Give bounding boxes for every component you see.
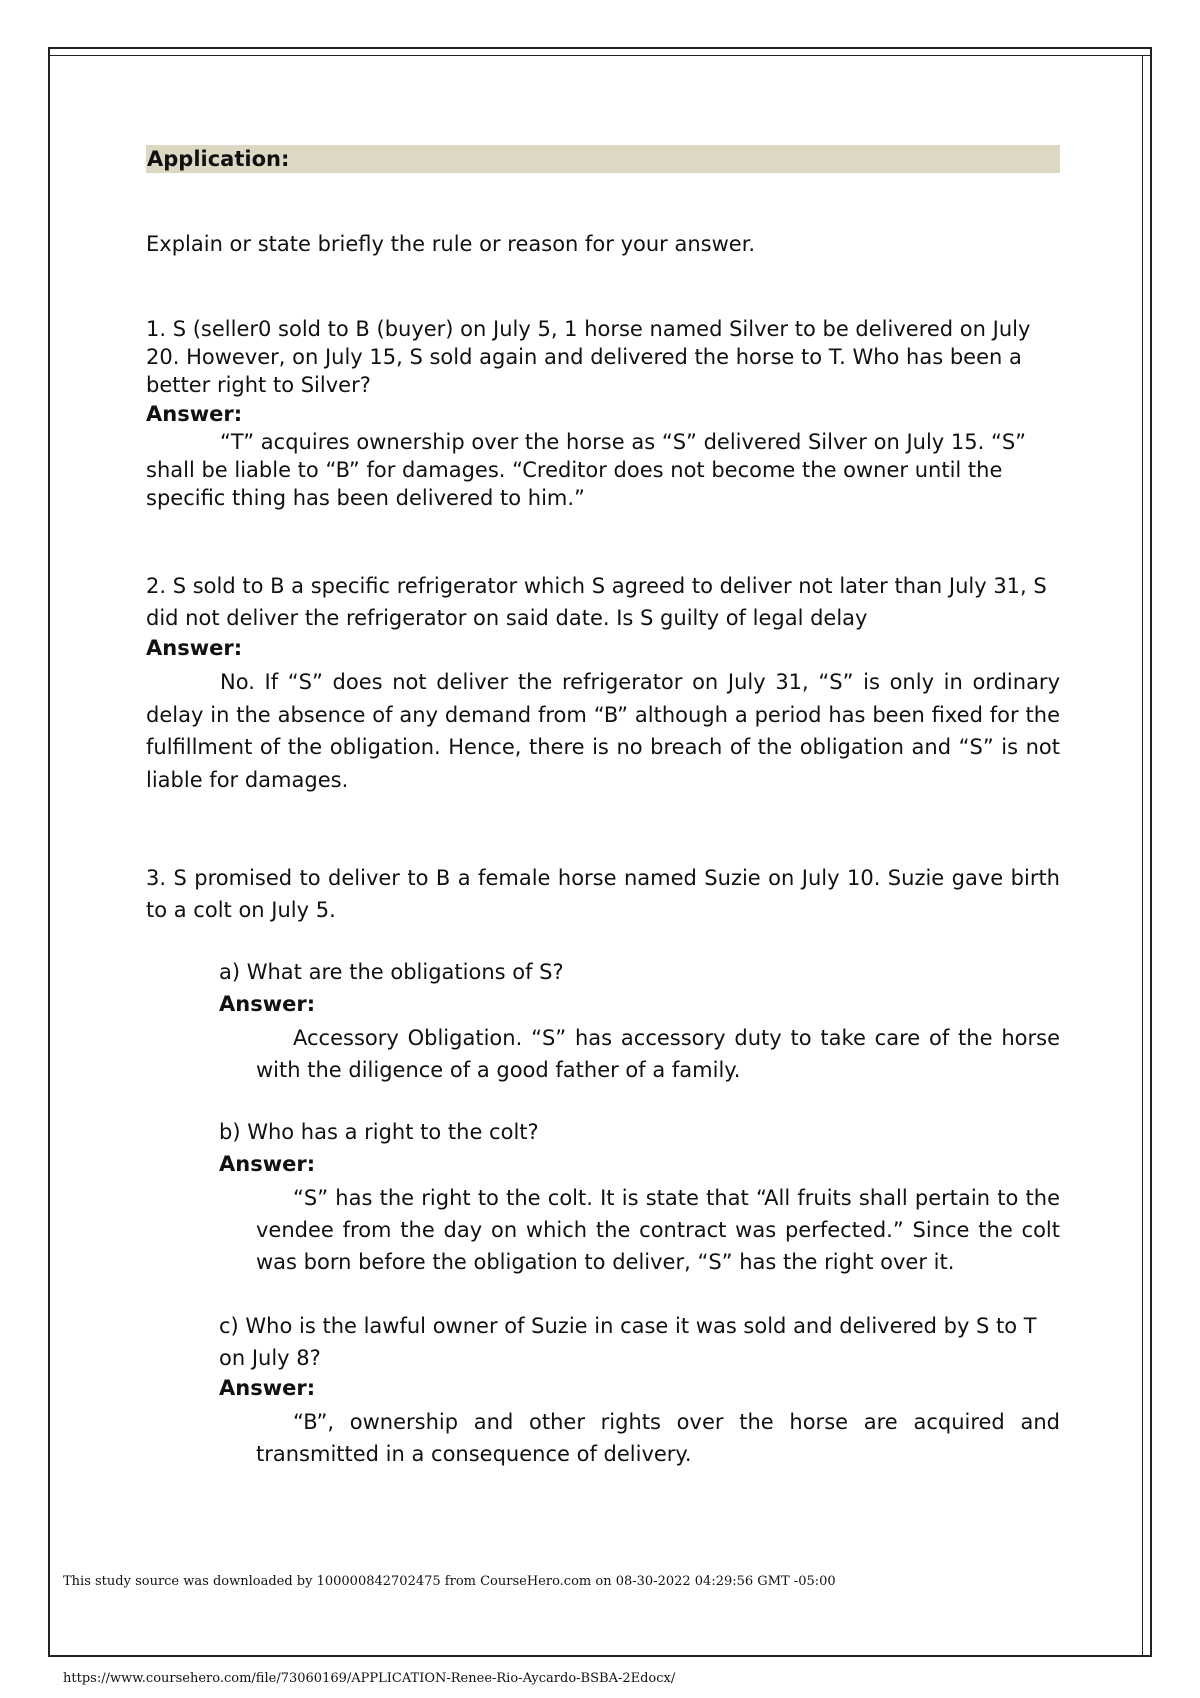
download-notice: This study source was downloaded by 100000842702475 from CourseHero.com on 08-30-2022 04:29:56 GMT -05:00: [63, 1574, 836, 1589]
question-3a-text: a) What are the obligations of S?: [219, 960, 564, 984]
question-3a-answer-label: Answer:: [219, 992, 316, 1016]
question-3c-answer: “B”, ownership and other rights over the horse are acquired and transmitted in a consequence of delivery.: [256, 1410, 1060, 1466]
question-3c-answer-label: Answer:: [219, 1376, 316, 1400]
question-1-text: 1. S (seller0 sold to B (buyer) on July 5, 1 horse named Silver to be delivered on July 20. However, on July 15, S sold again and delivered the horse to T. Who has been a better right to Silver?: [146, 317, 1031, 397]
question-1-answer-label: Answer:: [146, 402, 243, 426]
question-3b-answer-label: Answer:: [219, 1152, 316, 1176]
page-border-inner-top: [48, 55, 1152, 56]
question-3a-answer: Accessory Obligation. “S” has accessory duty to take care of the horse with the diligence of a good father of a family.: [256, 1026, 1060, 1082]
question-3c-text: c) Who is the lawful owner of Suzie in case it was sold and delivered by S to T on July 8?: [219, 1314, 1037, 1370]
page-border-inner-right: [1142, 55, 1143, 1657]
question-3-text: 3. S promised to deliver to B a female horse named Suzie on July 10. Suzie gave birth to a colt on July 5.: [146, 866, 1060, 922]
question-2-text: 2. S sold to B a specific refrigerator which S agreed to deliver not later than July 31, S did not deliver the refrigerator on said date. Is S guilty of legal delay: [146, 574, 1047, 630]
question-2-answer-label: Answer:: [146, 636, 243, 660]
section-heading: Application:: [147, 147, 290, 171]
question-1-answer: “T” acquires ownership over the horse as “S” delivered Silver on July 15. “S” shall be liable to “B” for damages. “Creditor does not become the owner until the specific thing has been delivered to him.”: [146, 430, 1027, 510]
source-url[interactable]: https://www.coursehero.com/file/73060169/APPLICATION-Renee-Rio-Aycardo-BSBA-2Edocx/: [63, 1671, 676, 1686]
instruction-text: Explain or state briefly the rule or reason for your answer.: [146, 232, 756, 256]
question-3b-answer: “S” has the right to the colt. It is state that “All fruits shall pertain to the vendee from the day on which the contract was perfected.” Since the colt was born before the obligation to deliver, “S” has the right over it.: [256, 1186, 1060, 1274]
question-3b-text: b) Who has a right to the colt?: [219, 1120, 539, 1144]
question-2-answer: No. If “S” does not deliver the refrigerator on July 31, “S” is only in ordinary delay in the absence of any demand from “B” although a period has been fixed for the fulfillment of the obligation. Hence, there is no breach of the obligation and “S” is not liable for damages.: [146, 670, 1060, 792]
